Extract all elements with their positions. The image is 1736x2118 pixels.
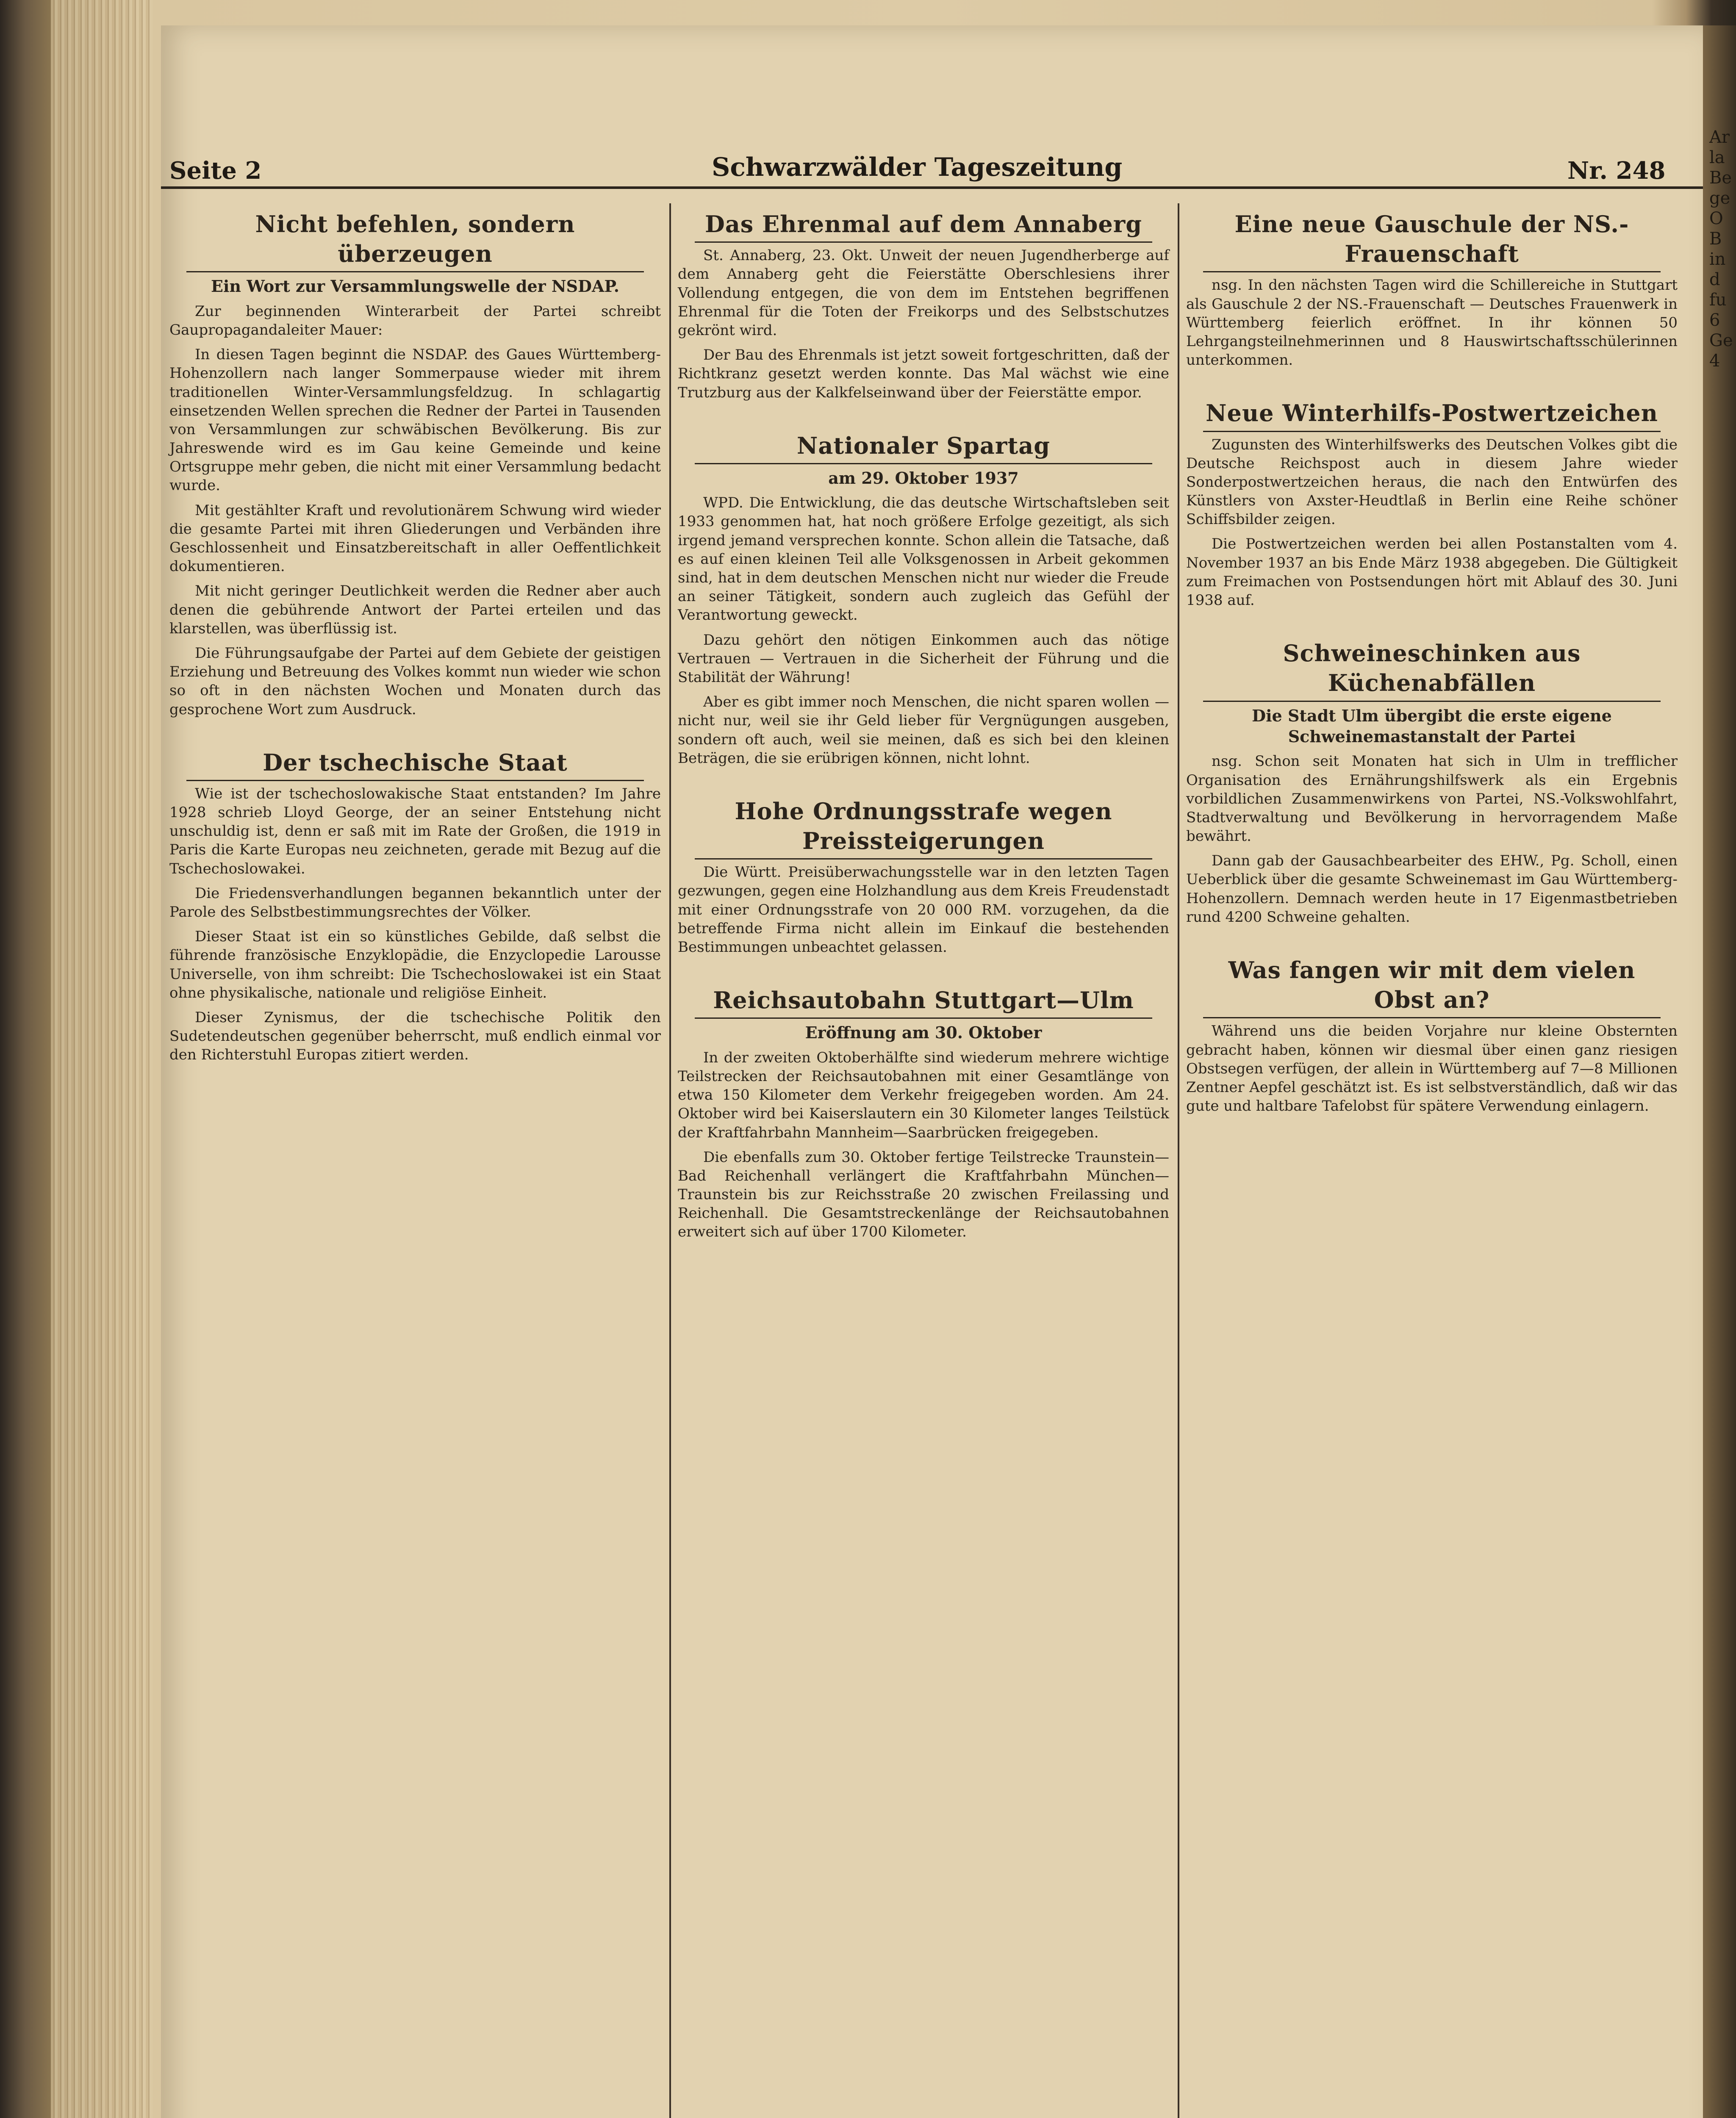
spacer (678, 408, 1169, 425)
book-spine (51, 0, 153, 2118)
page-number: Seite 2 (169, 157, 262, 185)
column-middle (678, 203, 1169, 2118)
paragraph: Der Bau des Ehrenmals ist jetzt soweit fortgeschritten, daß der Richtkranz gesetzt werden konnte. Das Mal wächst wie eine Trutzburg aus der Kalkfelseinwand über der Feierstätte empor. (678, 347, 1169, 401)
paragraph: Aber es gibt immer noch Menschen, die nicht sparen wollen — nicht nur, weil sie ihr Geld lieber für Vergnügungen ausgeben, sondern oft auch, weil sie meinen, daß es sich bei den kleinen Beträgen, die sie erübrigen können, nicht lohnt. (678, 693, 1169, 767)
spacer (169, 725, 661, 742)
article-title: Hohe Ordnungsstrafe wegen Preissteigerungen (695, 796, 1152, 859)
newspaper-title: Schwarzwälder Tageszeitung (712, 152, 1123, 182)
spacer (678, 773, 1169, 790)
paragraph: Die Postwertzeichen werden bei allen Postanstalten vom 4. November 1937 an bis Ende März 1938 abgegeben. Die Gültigkeit zum Freimachen von Postsendungen hört mit Ablauf des 30. Juni 1938 auf. (1186, 535, 1678, 609)
paragraph: Mit gestählter Kraft und revolutionärem Schwung wird wieder die gesamte Partei mit ihren Gliederungen und Verbänden ihre Geschlossenheit und Einsatzbereitschaft in aller Oeffentlichkeit dokumentieren. (169, 502, 661, 575)
paragraph: In der zweiten Oktoberhälfte sind wiederum mehrere wichtige Teilstrecken der Reichsautobahnen mit einer Gesamtlänge von etwa 150 Kilometer dem Verkehr freigegeben worden. Am 24. Oktober wird bei Kaiserslautern ein 30 Kilometer langes Teilstück der Kraftfahrbahn Mannheim—Saarbrücken freigegeben. (678, 1049, 1169, 1141)
next-page-fragment: Ar la Be ge O B in d fu 6 Ge 4 (1709, 128, 1733, 371)
article-subtitle: Eröffnung am 30. Oktober (805, 1023, 1042, 1042)
article-title: Eine neue Gauschule der NS.-Frauenschaft (1203, 209, 1661, 272)
paragraph: WPD. Die Entwicklung, die das deutsche Wirtschaftsleben seit 1933 genommen hat, hat noch größere Erfolge gezeitigt, als sich irgend jemand versprechen konnte. Schon allein die Tatsache, daß es auf einen kleinen Teil alle Volksgenossen in Arbeit gekommen sind, hat in dem deutschen Menschen nicht nur wieder die Freude an seiner Tätigkeit, sondern auch zugleich das Gefühl der Verantwortung geweckt. (678, 494, 1169, 624)
article-title: Was fangen wir mit dem vielen Obst an? (1203, 955, 1661, 1018)
paragraph: Die Friedensverhandlungen begannen bekanntlich unter der Parole des Selbstbestimmungsrechtes der Völker. (169, 884, 661, 921)
page-header (161, 123, 1703, 189)
paragraph: Dieser Staat ist ein so künstliches Gebilde, daß selbst die führende französische Enzyklopädie, die Enzyclopedie Larousse Universelle, von ihm schreibt: Die Tschechoslowakei ist ein Staat ohne physikalische, nationale und religiöse Einheit. (169, 928, 661, 1001)
spacer (1186, 932, 1678, 949)
paragraph: St. Annaberg, 23. Okt. Unweit der neuen Jugendherberge auf dem Annaberg geht die Feierstätte Oberschlesiens ihrer Vollendung entgegen, die von dem im Entstehen begriffenen Ehrenmal für die Toten der Freikorps und des Selbstschutzes gekrönt wird. (678, 247, 1169, 339)
paragraph: Die Württ. Preisüberwachungsstelle war in den letzten Tagen gezwungen, gegen eine Holzhandlung aus dem Kreis Freudenstadt mit einer Ordnungsstrafe von 20 000 RM. vorzugehen, da die betreffende Firma nicht allein im Einkauf die bestehenden Bestimmungen unbeachtet gelassen. (678, 864, 1169, 956)
paragraph: Während uns die beiden Vorjahre nur kleine Obsternten gebracht haben, können wir diesmal über einen ganz riesigen Obstsegen verfügen, der allein in Württemberg auf 7—8 Millionen Zentner Aepfel geschätzt ist. Es ist selbstverständlich, daß wir das gute und haltbare Tafelobst für spätere Verwendung einlagern. (1186, 1023, 1678, 1115)
spacer (1186, 375, 1678, 392)
issue-number: Nr. 248 (1567, 157, 1666, 185)
paragraph: Mit nicht geringer Deutlichkeit werden die Redner aber auch denen die gebührende Antwort der Partei erteilen und das klarstellen, was überflüssig ist. (169, 582, 661, 637)
article-title: Reichsautobahn Stuttgart—Ulm (695, 985, 1152, 1019)
paragraph: Dieser Zynismus, der die tschechische Politik den Sudetendeutschen gegenüber beherrscht, muß endlich einmal vor den Richterstuhl Europas zitiert werden. (169, 1009, 661, 1064)
paragraph: nsg. In den nächsten Tagen wird die Schillereiche in Stuttgart als Gauschule 2 der NS.-Frauenschaft — Deutsches Frauenwerk in Württemberg feierlich eröffnet. In ihr können 50 Lehrgangsteilnehmerinnen und 8 Hauswirtschaftsschülerinnen unterkommen. (1186, 277, 1678, 369)
article-title: Schweineschinken aus Küchenabfällen (1203, 638, 1661, 701)
column-rule-2 (1178, 203, 1179, 2118)
article-subtitle: am 29. Oktober 1937 (828, 468, 1019, 488)
spacer (1186, 615, 1678, 632)
paragraph: Die Führungsaufgabe der Partei auf dem Gebiete der geistigen Erziehung und Betreuung des Volkes kommt nun wieder wie schon so oft in den nächsten Wochen und Monaten durch das gesprochene Wort zum Ausdruck. (169, 644, 661, 718)
paragraph: In diesen Tagen beginnt die NSDAP. des Gaues Württemberg-Hohenzollern nach langer Sommerpause wieder mit ihrem traditionellen Winter-Versammlungsfeldzug. In schlagartig einsetzenden Wellen sprechen die Redner der Partei in Tausenden von Versammlungen zur schwäbischen Bevölkerung. Bis zur Jahreswende wird es im Gau keine Gemeinde und keine Ortsgruppe mehr geben, die nicht mit einer Versammlung bedacht wurde. (169, 346, 661, 494)
paragraph: Die ebenfalls zum 30. Oktober fertige Teilstrecke Traunstein—Bad Reichenhall verlängert die Kraftfahrbahn München—Traunstein bis zur Reichsstraße 20 zwischen Freilassing und Reichenhall. Die Gesamtstreckenlänge der Reichsautobahnen erweitert sich auf über 1700 Kilometer. (678, 1148, 1169, 1241)
article-title: Der tschechische Staat (186, 748, 644, 781)
spacer (678, 962, 1169, 979)
paragraph: Dann gab der Gausachbearbeiter des EHW., Pg. Scholl, einen Ueberblick über die gesamte Schweinemast im Gau Württemberg-Hohenzollern. Demnach werden heute in 17 Eigenmastbetrieben rund 4200 Schweine gehalten. (1186, 852, 1678, 926)
paragraph: nsg. Schon seit Monaten hat sich in Ulm in trefflicher Organisation des Ernährungshilfswerk als ein Ergebnis vorbildlichen Zusammenwirkens von Partei, NS.-Volkswohlfahrt, Stadtverwaltung und Bevölkerung in hervorragendem Maße bewährt. (1186, 753, 1678, 845)
column-right (1186, 203, 1678, 2118)
paragraph: Wie ist der tschechoslowakische Staat entstanden? Im Jahre 1928 schrieb Lloyd George, der an seiner Entstehung nicht unschuldig ist, denn er saß mit im Rate der Großen, die 1919 in Paris die Karte Europas neu zeichneten, gerade mit Bezug auf die Tschechoslowakei. (169, 785, 661, 877)
column-rule-1 (669, 203, 671, 2118)
article-title: Das Ehrenmal auf dem Annaberg (695, 209, 1152, 243)
column-left (169, 203, 661, 2118)
article-subtitle: Die Stadt Ulm übergibt die erste eigene Schweinemastanstalt der Partei (1252, 706, 1612, 746)
newspaper-page (161, 25, 1703, 2118)
article-title: Neue Winterhilfs-Postwertzeichen (1203, 398, 1661, 432)
article-title: Nationaler Spartag (695, 431, 1152, 464)
article-subtitle: Ein Wort zur Versammlungswelle der NSDAP. (211, 277, 619, 296)
article-title: Nicht befehlen, sondern überzeugen (186, 209, 644, 272)
paragraph: Zugunsten des Winterhilfswerks des Deutschen Volkes gibt die Deutsche Reichspost auch in diesem Jahre wieder Sonderpostwertzeichen heraus, die nach den Entwürfen des Künstlers von Axster-Heudtlaß in Berlin eine Reihe schöner Schiffsbilder zeigen. (1186, 436, 1678, 528)
paragraph: Dazu gehört den nötigen Einkommen auch das nötige Vertrauen — Vertrauen in die Sicherheit der Führung und die Stabilität der Währung! (678, 631, 1169, 686)
paragraph: Zur beginnenden Winterarbeit der Partei schreibt Gaupropagandaleiter Mauer: (169, 302, 661, 338)
